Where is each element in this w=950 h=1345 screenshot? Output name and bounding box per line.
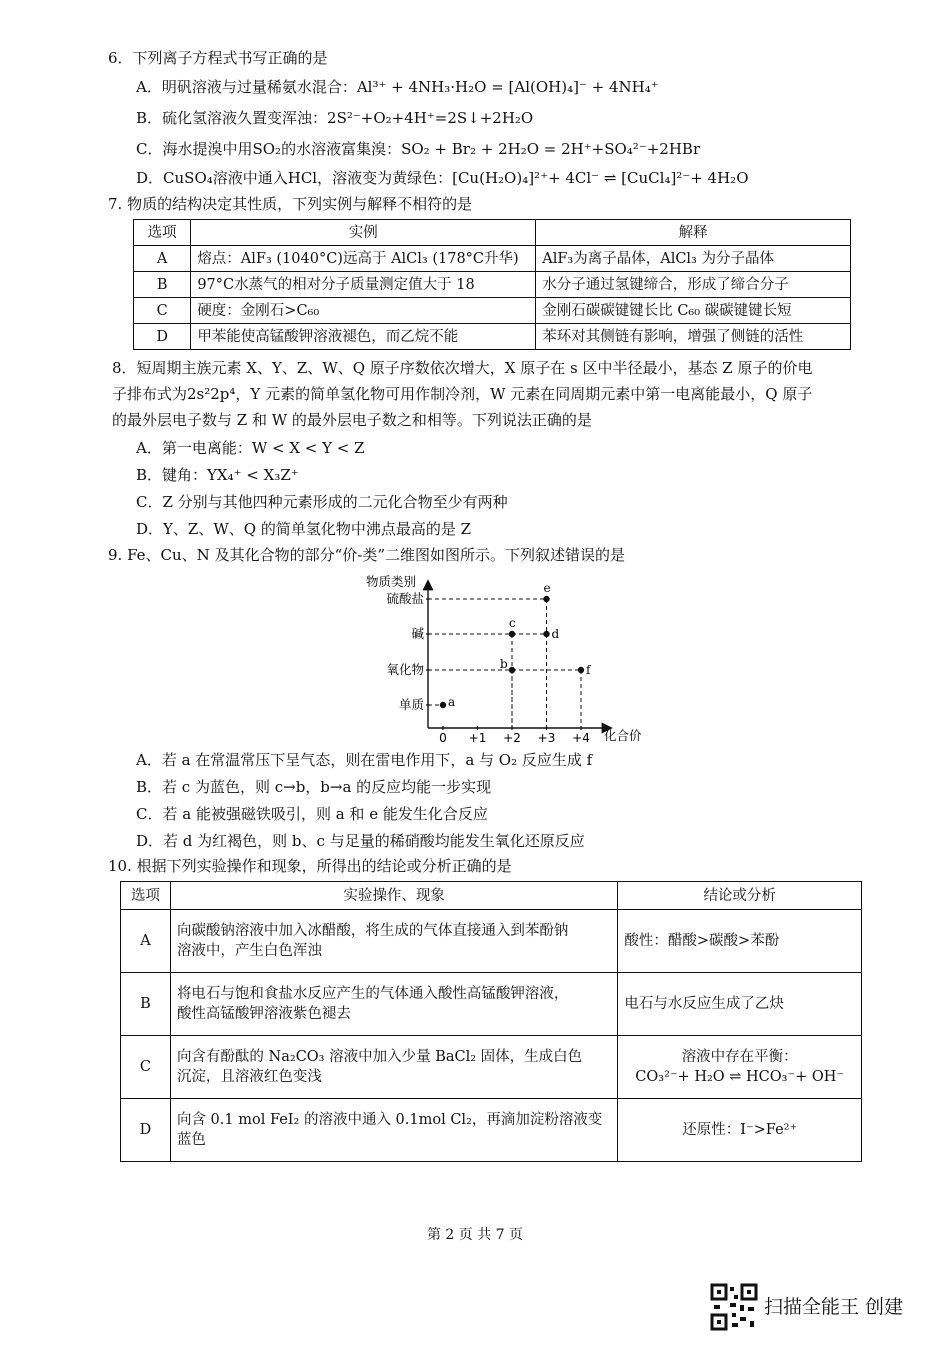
table-cell	[618, 1036, 862, 1099]
cell-line: 溶液中存在平衡：	[681, 1049, 798, 1065]
cell-line: 电石与水反应生成了乙炔	[624, 996, 784, 1012]
q8-option-c: C．Z 分别与其他四种元素形成的二元化合物至少有两种	[136, 493, 508, 511]
table-cell: B	[121, 973, 171, 1036]
q9-option-c: C．若 a 能被强磁铁吸引，则 a 和 e 能发生化合反应	[136, 805, 488, 823]
header-option: 选项	[121, 882, 171, 910]
q9-option-d: D．若 d 为红褐色，则 b、c 与足量的稀硝酸均能发生氧化还原反应	[136, 832, 585, 850]
q9-stem: 9. Fe、Cu、N 及其化合物的部分“价-类”二维图如图所示。下列叙述错误的是	[108, 546, 625, 564]
table-cell: A	[134, 246, 191, 272]
x-tick-label: 0	[439, 731, 447, 745]
table-cell: 金刚石碳碳键键长比 C₆₀ 碳碳键键长短	[536, 298, 851, 324]
table-row	[134, 324, 851, 350]
cell-line: 向含有酚酞的 Na₂CO₃ 溶液中加入少量 BaCl₂ 固体，生成白色	[176, 1049, 583, 1065]
table-row	[134, 246, 851, 272]
x-axis-label: 化合价	[604, 728, 642, 743]
scanner-brand-text: 扫描全能王 创建	[764, 1296, 904, 1318]
table-cell	[170, 910, 617, 973]
data-point-label: d	[551, 627, 560, 641]
cell-line: 酸性：醋酸>碳酸>苯酚	[624, 933, 780, 949]
data-point-label: a	[448, 695, 456, 709]
table-cell: 甲苯能使高锰酸钾溶液褪色，而乙烷不能	[191, 324, 536, 350]
x-tick-label: +3	[537, 731, 556, 745]
table-cell: 硬度：金刚石>C₆₀	[191, 298, 536, 324]
x-tick-label: +1	[468, 731, 487, 745]
q8-stem-line3: 的最外层电子数与 Z 和 W 的最外层电子数之和相等。下列说法正确的是	[112, 411, 592, 429]
table-cell: 97°C水蒸气的相对分子质量测定值大于 18	[191, 272, 536, 298]
table-cell: AlF₃为离子晶体，AlCl₃ 为分子晶体	[536, 246, 851, 272]
cell-line: 还原性：I⁻>Fe²⁺	[682, 1122, 798, 1138]
header-operation: 实验操作、现象	[170, 882, 617, 910]
q6-stem: 6．下列离子方程式书写正确的是	[108, 49, 328, 67]
cell-line: 向碳酸钠溶液中加入冰醋酸，将生成的气体直接通入到苯酚钠	[176, 923, 569, 939]
q6-option-a: A．明矾溶液与过量稀氨水混合：Al³⁺ + 4NH₃·H₂O = [Al(OH)₄]⁻ + 4NH₄⁺	[136, 78, 659, 96]
y-category-label: 硫酸盐	[386, 591, 424, 606]
header-explanation: 解释	[536, 220, 851, 246]
table-cell	[170, 973, 617, 1036]
cell-line: 沉淀，且溶液红色变浅	[176, 1069, 322, 1085]
q6-option-c: C．海水提溴中用SO₂的水溶液富集溴：SO₂ + Br₂ + 2H₂O = 2H⁺+SO₄²⁻+2HBr	[136, 140, 701, 158]
header-conclusion: 结论或分析	[618, 882, 862, 910]
table-cell: 苯环对其侧链有影响，增强了侧链的活性	[536, 324, 851, 350]
header-example: 实例	[191, 220, 536, 246]
data-point	[543, 631, 549, 637]
data-point	[509, 667, 515, 673]
table-cell: D	[121, 1099, 171, 1162]
page-footer: 第 2 页 共 7 页	[426, 1227, 524, 1243]
data-point	[440, 702, 446, 708]
table-header-row	[121, 882, 862, 910]
qr-code-icon	[710, 1283, 758, 1331]
data-point-label: f	[586, 663, 591, 677]
table-cell: D	[134, 324, 191, 350]
table-row	[121, 1036, 862, 1099]
cell-line: 将电石与饱和食盐水反应产生的气体通入酸性高锰酸钾溶液，	[176, 986, 569, 1002]
q8-option-d: D．Y、Z、W、Q 的简单氢化物中沸点最高的是 Z	[136, 520, 472, 538]
cell-line: 蓝色	[176, 1132, 206, 1148]
table-cell: C	[134, 298, 191, 324]
data-point	[543, 596, 549, 602]
table-row	[134, 272, 851, 298]
table-cell	[170, 1099, 617, 1162]
q7-table	[133, 219, 851, 350]
q7-stem: 7. 物质的结构决定其性质，下列实例与解释不相符的是	[108, 195, 473, 213]
data-point-label: b	[500, 657, 508, 671]
y-axis-label: 物质类别	[366, 574, 417, 589]
table-cell: 水分子通过氢键缔合，形成了缔合分子	[536, 272, 851, 298]
table-row	[134, 298, 851, 324]
data-point	[509, 631, 515, 637]
table-row	[121, 1099, 862, 1162]
data-point	[578, 667, 584, 673]
data-point-label: e	[543, 581, 551, 595]
table-cell: B	[134, 272, 191, 298]
table-cell	[170, 1036, 617, 1099]
data-point-label: c	[509, 616, 516, 630]
cell-line: CO₃²⁻+ H₂O ⇌ HCO₃⁻+ OH⁻	[635, 1069, 845, 1085]
x-tick-label: +4	[572, 731, 590, 745]
table-cell	[618, 973, 862, 1036]
cell-line: 溶液中，产生白色浑浊	[176, 943, 322, 959]
cell-line: 酸性高锰酸钾溶液紫色褪去	[176, 1006, 351, 1022]
y-category-label: 单质	[398, 697, 424, 712]
table-cell	[618, 1099, 862, 1162]
q8-stem-line2: 子排布式为2s²2p⁴，Y 元素的简单氢化物可用作制冷剂，W 元素在同周期元素中第一电离能最小，Q 原子	[112, 385, 813, 403]
q6-option-b: B．硫化氢溶液久置变浑浊：2S²⁻+O₂+4H⁺=2S↓+2H₂O	[136, 109, 534, 127]
q8-stem-line1: 8．短周期主族元素 X、Y、Z、W、Q 原子序数依次增大，X 原子在 s 区中半径最小，基态 Z 原子的价电	[112, 359, 813, 377]
header-option: 选项	[134, 220, 191, 246]
table-row	[121, 973, 862, 1036]
q6-option-d: D．CuSO₄溶液中通入HCl，溶液变为黄绿色：[Cu(H₂O)₄]²⁺+ 4Cl⁻ ⇌ [CuCl₄]²⁻+ 4H₂O	[136, 169, 749, 187]
y-category-label: 碱	[411, 626, 424, 641]
table-cell	[618, 910, 862, 973]
table-cell: 熔点：AlF₃ (1040°C)远高于 AlCl₃ (178°C升华)	[191, 246, 536, 272]
q8-option-b: B．键角：YX₄⁺ < X₃Z⁺	[136, 466, 299, 484]
valence-class-chart	[360, 572, 650, 747]
q10-stem: 10. 根据下列实验操作和现象，所得出的结论或分析正确的是	[108, 857, 512, 875]
q9-option-b: B．若 c 为蓝色，则 c→b，b→a 的反应均能一步实现	[136, 778, 492, 796]
q10-table	[120, 881, 862, 1162]
table-header-row	[134, 220, 851, 246]
table-cell: C	[121, 1036, 171, 1099]
q8-option-a: A．第一电离能：W < X < Y < Z	[136, 439, 365, 457]
cell-line: 向含 0.1 mol FeI₂ 的溶液中通入 0.1mol Cl₂，再滴加淀粉溶液变	[176, 1112, 603, 1128]
y-category-label: 氧化物	[386, 662, 424, 677]
table-row	[121, 910, 862, 973]
table-cell: A	[121, 910, 171, 973]
x-tick-label: +2	[503, 731, 521, 745]
q9-option-a: A．若 a 在常温常压下呈气态，则在雷电作用下，a 与 O₂ 反应生成 f	[136, 751, 593, 769]
